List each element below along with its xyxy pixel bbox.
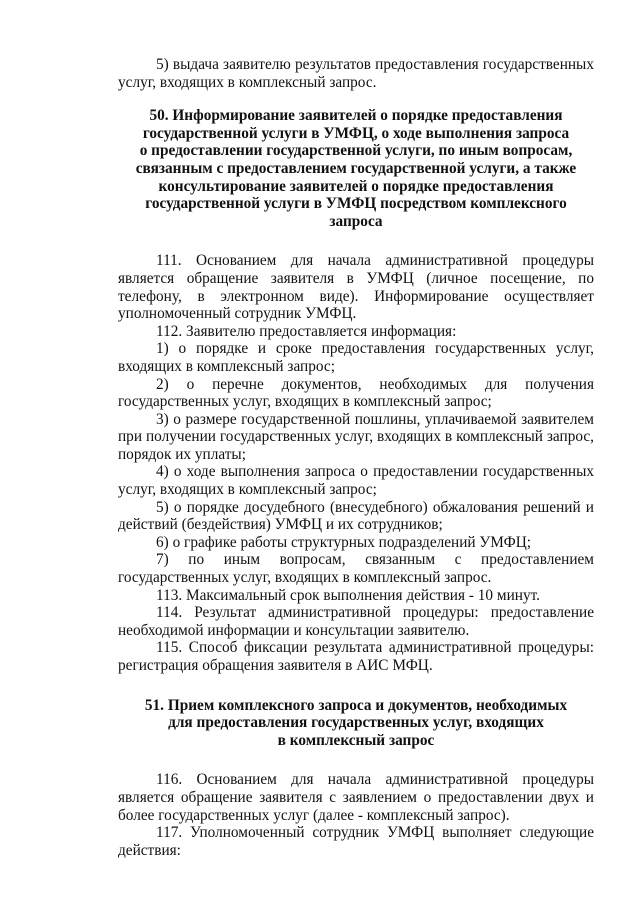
section-50-heading <box>118 107 594 230</box>
heading-line: связанным с предоставлением государственной услуги, а также <box>135 159 577 177</box>
heading-line: 51. Прием комплексного запроса и документов, необходимых <box>144 696 568 714</box>
list-item: 3) о размере государственной пошлины, уплачиваемой заявителем при получении государственных услуг, входящих в комплексный запрос, порядок их уплаты; <box>118 410 594 463</box>
paragraph-113: 113. Максимальный срок выполнения действия - 10 минут. <box>156 586 540 604</box>
intro-paragraph: 5) выдача заявителю результатов предоставления государственных услуг, входящих в комплексный запрос. <box>118 56 594 91</box>
heading-line: государственной услуги в УМФЦ, о ходе выполнения запроса <box>142 124 570 142</box>
paragraph-114: 114. Результат административной процедуры: предоставление необходимой информации и консультации заявителю. <box>118 604 594 639</box>
document-page <box>118 56 594 859</box>
paragraph-116: 116. Основанием для начала административной процедуры является обращение заявителя с заявлением о предоставлении двух и более государственных услуг (далее - комплексный запрос). <box>118 771 594 824</box>
heading-line: 50. Информирование заявителей о порядке предоставления <box>149 107 563 125</box>
paragraph-115: 115. Способ фиксации результата административной процедуры: регистрация обращения заявителя в АИС МФЦ. <box>118 639 594 674</box>
list-item: 5) о порядке досудебного (внесудебного) обжалования решений и действий (бездействия) УМФЦ и их сотрудников; <box>118 498 594 534</box>
list-item: 1) о порядке и сроке предоставления государственных услуг, входящих в комплексный запрос; <box>118 340 594 375</box>
list-item: 7) по иным вопросам, связанным с предоставлением государственных услуг, входящих в комплексный запрос. <box>118 551 594 587</box>
paragraph-112: 112. Заявителю предоставляется информация: <box>156 322 457 340</box>
list-item: 2) о перечне документов, необходимых для получения государственных услуг, входящих в комплексный запрос; <box>118 375 594 411</box>
heading-line: о предоставлении государственной услуги, по иным вопросам, <box>139 142 573 160</box>
heading-line: государственной услуги в УМФЦ посредством комплексного <box>145 195 567 213</box>
heading-line: для предоставления государственных услуг, входящих <box>168 714 544 732</box>
heading-line: в комплексный запрос <box>277 731 435 749</box>
list-item: 6) о графике работы структурных подразделений УМФЦ; <box>156 533 532 551</box>
paragraph-117: 117. Уполномоченный сотрудник УМФЦ выполняет следующие действия: <box>118 824 594 859</box>
paragraph-111: 111. Основанием для начала административной процедуры является обращение заявителя в УМФЦ (личное посещение, по телефону, в электронном виде). Информирование осуществляет уполномоченный сотрудник УМФЦ. <box>118 252 594 323</box>
heading-line: запроса <box>329 212 383 230</box>
list-item: 4) о ходе выполнения запроса о предоставлении государственных услуг, входящих в комплексный запрос; <box>118 463 594 499</box>
heading-line: консультирование заявителей о порядке предоставления <box>158 177 554 195</box>
section-51-heading <box>118 697 594 750</box>
